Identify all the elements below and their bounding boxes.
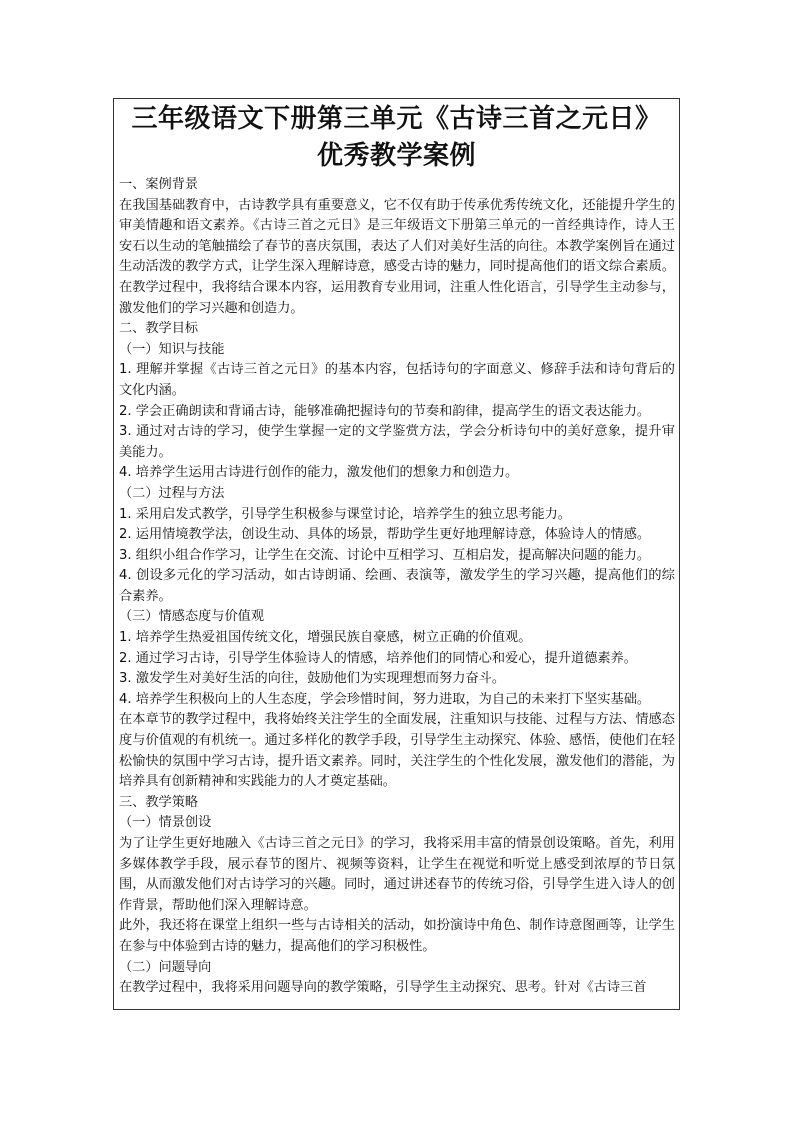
heading-strategy: 三、教学策略 <box>119 794 199 810</box>
subheading-question: （二）问题导向 <box>119 959 212 975</box>
list-item: 1. 理解并掌握《古诗三首之元日》的基本内容，包括诗句的字面意义、修辞手法和诗句背后的文化内涵。 <box>119 362 675 398</box>
list-item: 2. 运用情境教学法，创设生动、具体的场景，帮助学生更好地理解诗意，体验诗人的情感。 <box>119 527 651 543</box>
list-item: 4. 培养学生积极向上的人生态度，学会珍惜时间，努力进取，为自己的未来打下坚实基础。 <box>119 691 651 707</box>
paragraph-question: 在教学过程中，我将采用问题导向的教学策略，引导学生主动探究、思考。针对《古诗三首 <box>119 980 647 996</box>
paragraph-summary: 在本章节的教学过程中，我将始终关注学生的全面发展，注重知识与技能、过程与方法、情感态度与价值观的有机统一。通过多样化的教学手段，引导学生主动探究、体验、感悟，使他们在轻松愉快的氛围中学习古诗，提升语文素养。同时，关注学生的个性化发展，激发他们的潜能，为培养具有创新精神和实践能力的人才奠定基础。 <box>119 712 675 790</box>
heading-background: 一、案例背景 <box>119 177 199 192</box>
paragraph-scenario: 为了让学生更好地融入《古诗三首之元日》的学习，我将采用丰富的情景创设策略。首先，利用多媒体教学手段，展示春节的图片、视频等资料，让学生在视觉和听觉上感受到浓厚的节日氛围，从而激发他们对古诗学习的兴趣。同时，通过讲述春节的传统习俗，引导学生进入诗人的创作背景，帮助他们深入理解诗意。 <box>119 836 675 913</box>
list-item: 4. 培养学生运用古诗进行创作的能力，激发他们的想象力和创造力。 <box>119 465 519 481</box>
subheading-process: （二）过程与方法 <box>119 485 225 501</box>
heading-goals: 二、教学目标 <box>119 321 199 337</box>
list-item: 4. 创设多元化的学习活动，如古诗朗诵、绘画、表演等，激发学生的学习兴趣，提高他们的综合素养。 <box>119 568 675 604</box>
subheading-scenario: （一）情景创设 <box>119 815 212 831</box>
title-line-1: 三年级语文下册第三单元《古诗三首之元日》 <box>131 104 662 134</box>
document-title <box>114 101 679 175</box>
paragraph-activities: 此外，我还将在课堂上组织一些与古诗相关的活动，如扮演诗中角色、制作诗意图画等，让学生在参与中体验到古诗的魅力，提高他们的学习积极性。 <box>119 918 675 954</box>
subheading-values: （三）情感态度与价值观 <box>119 609 265 625</box>
list-item: 1. 采用启发式教学，引导学生积极参与课堂讨论，培养学生的独立思考能力。 <box>119 506 571 522</box>
document-frame <box>113 98 680 1010</box>
list-item: 2. 通过学习古诗，引导学生体验诗人的情感，培养他们的同情心和爱心，提升道德素养。 <box>119 650 637 666</box>
document-body <box>114 175 679 999</box>
list-item: 1. 培养学生热爱祖国传统文化，增强民族自豪感，树立正确的价值观。 <box>119 630 532 646</box>
list-item: 3. 通过对古诗的学习，使学生掌握一定的文学鉴赏方法，学会分析诗句中的美好意象，提升审美能力。 <box>119 424 675 460</box>
subheading-knowledge: （一）知识与技能 <box>119 341 225 357</box>
list-item: 3. 激发学生对美好生活的向往，鼓励他们为实现理想而努力奋斗。 <box>119 671 506 687</box>
list-item: 3. 组织小组合作学习，让学生在交流、讨论中互相学习、互相启发，提高解决问题的能力。 <box>119 547 651 563</box>
list-item: 2. 学会正确朗读和背诵古诗，能够准确把握诗句的节奏和韵律，提高学生的语文表达能力。 <box>119 403 651 419</box>
title-line-2: 优秀教学案例 <box>316 141 476 171</box>
paragraph-background: 在我国基础教育中，古诗教学具有重要意义，它不仅有助于传承优秀传统文化，还能提升学生的审美情趣和语文素养。《古诗三首之元日》是三年级语文下册第三单元的一首经典诗作，诗人王安石以生动的笔触描绘了春节的喜庆氛围，表达了人们对美好生活的向往。本教学案例旨在通过生动活泼的教学方式，让学生深入理解诗意，感受古诗的魅力，同时提高他们的语文综合素质。在教学过程中，我将结合课本内容，运用教育专业用词，注重人性化语言，引导学生主动参与，激发他们的学习兴趣和创造力。 <box>119 197 675 316</box>
